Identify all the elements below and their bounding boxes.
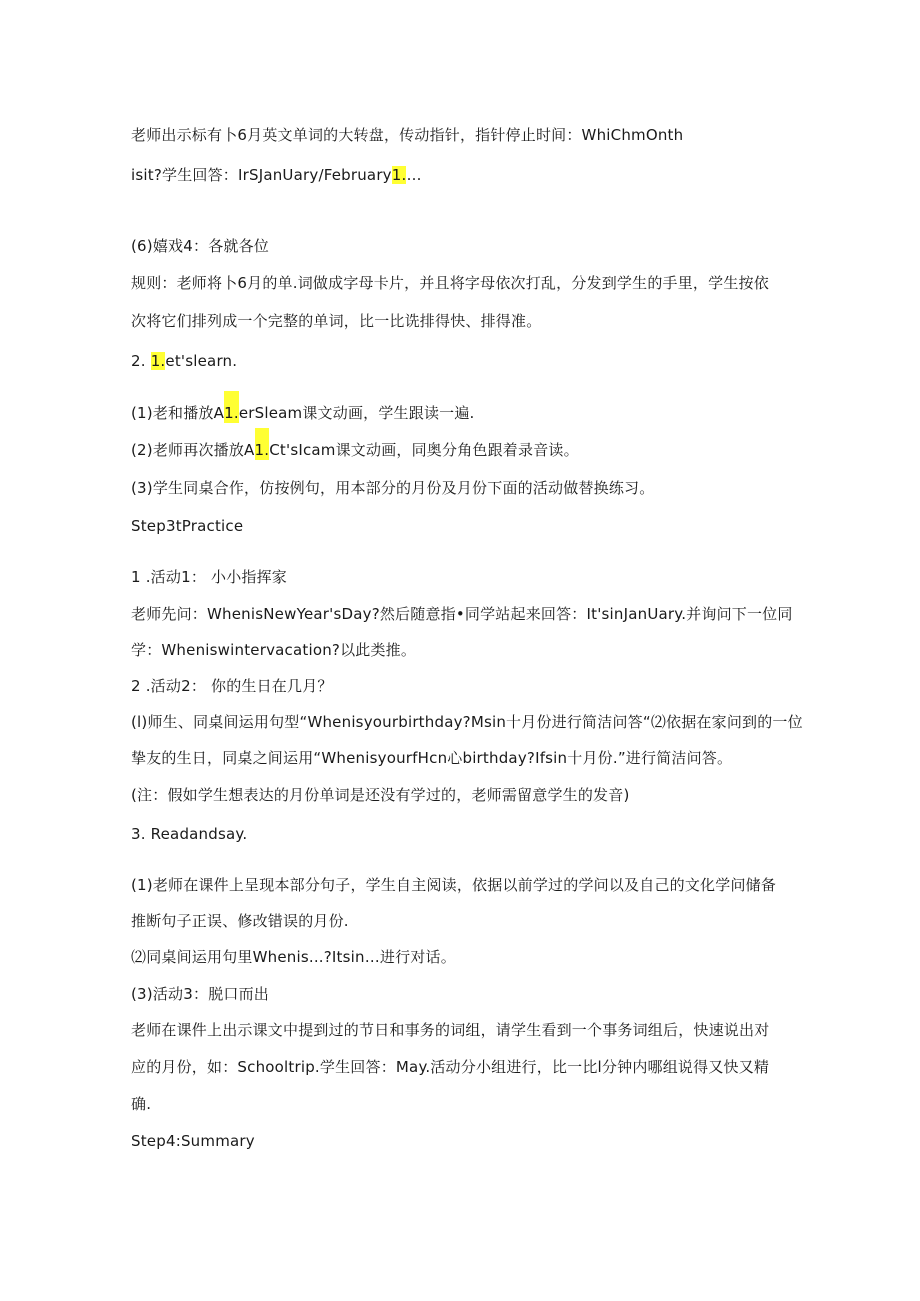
highlighted-text: 1.: [150, 352, 166, 370]
text-line: [131, 165, 422, 185]
section-heading: [131, 351, 237, 371]
text-line: 2 .活动2： 你的生日在几月？: [131, 677, 333, 695]
section-heading: Step3tPractice: [131, 517, 244, 535]
highlighted-text: 1.: [224, 391, 239, 423]
text-line: (3)活动3：脱口而出: [131, 985, 269, 1003]
text-line: 确.: [131, 1095, 152, 1113]
text-line: [131, 403, 475, 423]
text-line: 学：Wheniswintervacation?以此类推。: [131, 641, 417, 659]
text-line: 推断句子正误、修改错误的月份.: [131, 912, 349, 930]
section-heading: Step4:Summary: [131, 1132, 255, 1150]
text-line: (6)嬉戏4：各就各位: [131, 237, 269, 255]
text-span: erSleam课文动画，学生跟读一遍.: [238, 404, 475, 422]
text-line: 规则：老师将卜6月的单.词做成字母卡片，并且将字母依次打乱，分发到学生的手里，学生按依: [131, 274, 769, 292]
text-span: (1)老和播放A: [131, 404, 225, 422]
text-line: 老师在课件上出示课文中提到过的节日和事务的词组，请学生看到一个事务词组后，快速说出对: [131, 1021, 770, 1039]
text-line: 次将它们排列成一个完整的单词，比一比诜排得快、排得准。: [131, 312, 542, 330]
text-line: (3)学生同桌合作，仿按例句，用本部分的月份及月份下面的活动做替换练习。: [131, 479, 655, 497]
highlighted-text: 1.: [255, 428, 270, 460]
text-span: et'slearn.: [165, 352, 238, 370]
text-line: 老师出示标有卜6月英文单词的大转盘，传动指针，指针停止时间：WhiChmOnth: [131, 126, 684, 144]
text-line: 应的月份，如：Schooltrip.学生回答：May.活动分小组进行，比一比l分钟内哪组说得又快又精: [131, 1058, 770, 1076]
text-span: …: [406, 166, 422, 184]
text-line: (1)老师在课件上呈现本部分句子，学生自主阅读，依据以前学过的学问以及自己的文化学问储备: [131, 876, 777, 894]
text-line: 老师先问：WhenisNewYear'sDay?然后随意指•同学站起来回答：It'sinJanUary.并询问下一位同: [131, 605, 793, 623]
text-span: (2)老师再次播放A: [131, 441, 255, 459]
text-line: [131, 440, 579, 460]
text-span: Ct'sIcam课文动画，同奥分角色跟着录音读。: [269, 441, 579, 459]
text-line: 挚友的生日，同桌之间运用“WhenisyourfHcn心birthday?Ifsin十月份.”进行简洁问答。: [131, 749, 733, 767]
text-line: ⑵同桌间运用句里Whenis...?Itsin…进行对话。: [131, 948, 456, 966]
text-line: (注：假如学生想表达的月份单词是还没有学过的，老师需留意学生的发音): [131, 786, 630, 804]
highlighted-text: 1.: [391, 166, 407, 184]
text-line: 1 .活动1： 小小指挥家: [131, 568, 287, 586]
text-span: isit?学生回答：IrSJanUary/February: [131, 166, 392, 184]
text-line: (l)师生、同桌间运用句型“Whenisyourbirthday?Msin十月份进行简洁问答“⑵依据在家问到的一位: [131, 713, 803, 731]
text-span: 2.: [131, 352, 151, 370]
section-heading: 3. Readandsay.: [131, 825, 248, 843]
